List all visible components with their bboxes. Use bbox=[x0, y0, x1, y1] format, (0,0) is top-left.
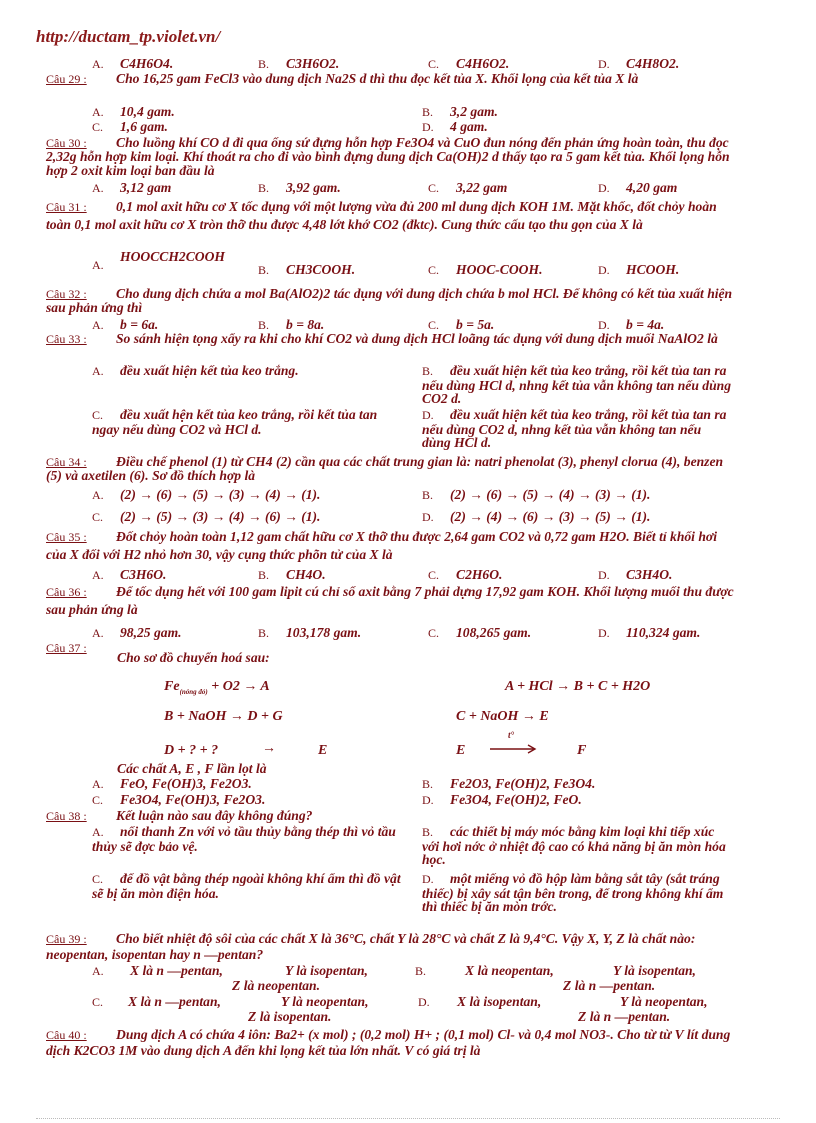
question-number: Câu 38 : bbox=[46, 809, 87, 823]
question-37-number bbox=[46, 641, 116, 655]
option-text: HOOCCH2COOH bbox=[120, 249, 225, 264]
q39-a-z: Z là neopentan. bbox=[232, 978, 320, 993]
option-label: B. bbox=[415, 964, 427, 978]
q39-b-y: Y là isopentan, bbox=[613, 963, 696, 978]
q35-option-a bbox=[92, 568, 166, 582]
option-label: D. bbox=[598, 57, 610, 71]
option-text: C4H6O2. bbox=[456, 56, 510, 71]
option-label: B. bbox=[258, 568, 270, 582]
option-text: 3,12 gam bbox=[120, 180, 172, 195]
option-text: đều xuất hiện kết tủa keo trắng, rồi kết tủa tan ra nếu dùng CO2 d, nhng kết tủa vẫn không tan nếu dùng HCl d. bbox=[422, 407, 727, 450]
q37-option-c bbox=[92, 793, 265, 807]
page-divider bbox=[36, 1118, 780, 1119]
equation-3: B + NaOH → D + G bbox=[164, 709, 283, 724]
q28-option-c bbox=[428, 57, 509, 71]
q31-option-a bbox=[92, 249, 225, 272]
question-text: Cho 16,25 gam FeCl3 vào dung dịch Na2S d thì thu đọc kết tủa X. Khối lọng của kết tủa X là bbox=[116, 71, 639, 86]
option-label: C. bbox=[92, 872, 104, 886]
q34-option-b bbox=[422, 488, 650, 502]
q38-option-a bbox=[92, 825, 402, 853]
q32-option-d bbox=[598, 318, 664, 332]
question-34 bbox=[46, 455, 736, 483]
q29-option-c bbox=[92, 120, 168, 134]
q36-option-d bbox=[598, 626, 700, 640]
option-text: (2) → (4) → (6) → (3) → (5) → (1). bbox=[450, 509, 651, 524]
q31-option-b bbox=[258, 263, 355, 277]
option-text: b = 8a. bbox=[286, 317, 325, 332]
q39-d-z: Z là n —pentan. bbox=[578, 1009, 671, 1024]
question-37-tail: Các chất A, E , F lần lọt là bbox=[117, 761, 267, 776]
q39-a-x: X là n —pentan, bbox=[130, 963, 223, 978]
question-text: Cho luồng khí CO d đi qua ống sứ đựng hỗn hợp Fe3O4 và CuO đun nóng đến phản ứng hoàn toàn, thu đọc 2,32g hỗn hợp kim loại. Khí thoát ra cho đi vào bình đựng dung dịch Ca(OH)2 d thấy tạo ra 5 gam kết tủa. Khối lọng hỗn hợp 2 oxit kim loại ban đầu là bbox=[46, 135, 730, 178]
q39-b-z: Z là n —pentan. bbox=[563, 978, 656, 993]
question-40 bbox=[46, 1027, 736, 1058]
question-number: Câu 37 : bbox=[46, 641, 87, 655]
question-32 bbox=[46, 287, 736, 315]
question-text: So sánh hiện tọng xẩy ra khi cho khí CO2 và dung dịch HCl loãng tác dụng với dung dịch muối NaAlO2 là bbox=[116, 331, 718, 346]
option-label: A. bbox=[92, 258, 104, 272]
q29-option-d bbox=[422, 120, 488, 134]
option-text: (2) → (6) → (5) → (4) → (3) → (1). bbox=[450, 487, 651, 502]
q39-option-d bbox=[418, 995, 446, 1009]
option-label: A. bbox=[92, 825, 104, 839]
q32-option-c bbox=[428, 318, 494, 332]
option-text: Fe3O4, Fe(OH)2, FeO. bbox=[450, 792, 582, 807]
question-text: Cho dung dịch chứa a mol Ba(AlO2)2 tác dụng với dung dịch chứa b mol HCl. Để không có kết tủa xuất hiện sau phản ứng thì bbox=[46, 286, 733, 315]
option-text: b = 5a. bbox=[456, 317, 495, 332]
question-33 bbox=[46, 332, 736, 346]
option-text: 98,25 gam. bbox=[120, 625, 182, 640]
option-label: C. bbox=[92, 408, 104, 422]
q28-option-a bbox=[92, 57, 173, 71]
q36-option-a bbox=[92, 626, 182, 640]
question-text: Cho biết nhiệt độ sôi của các chất X là 36°C, chất Y là 28°C và chất Z là 9,4°C. Vậy X, Y, Z là chất nào: neopentan, isopentan hay n —pentan? bbox=[46, 931, 696, 962]
equation-6-right: F bbox=[577, 743, 587, 758]
option-text: 103,178 gam. bbox=[286, 625, 362, 640]
option-text: C3H4O. bbox=[626, 567, 673, 582]
option-label: C. bbox=[428, 181, 440, 195]
q29-option-b bbox=[422, 105, 498, 119]
equation-2: A + HCl → B + C + H2O bbox=[505, 679, 651, 694]
question-text: Đốt chỏy hoàn toàn 1,12 gam chất hữu cơ X thỡ thu được 2,64 gam CO2 và 0,72 gam H2O. Biết tỉ khối hơi của X đối với H2 nhỏ hơn 30, vậy cụng thức phõn tử của X là bbox=[46, 529, 717, 562]
eq-reactant: Fe bbox=[164, 679, 180, 694]
question-37-text: Cho sơ đồ chuyển hoá sau: bbox=[117, 650, 270, 665]
q37-option-a bbox=[92, 777, 252, 791]
q34-option-a bbox=[92, 488, 320, 502]
option-label: A. bbox=[92, 57, 104, 71]
option-text: đều xuất hiện kết tủa keo trắng. bbox=[120, 363, 299, 378]
option-label: C. bbox=[428, 57, 440, 71]
q38-option-d bbox=[422, 872, 732, 914]
option-label: A. bbox=[92, 777, 104, 791]
option-label: A. bbox=[92, 964, 104, 978]
option-text: các thiết bị máy móc bằng kim loại khi tiếp xúc với hơi nớc ở nhiệt độ cao có khả năng bị ăn mòn hóa học. bbox=[422, 824, 726, 867]
option-text: (2) → (6) → (5) → (3) → (4) → (1). bbox=[120, 487, 321, 502]
option-text: 108,265 gam. bbox=[456, 625, 532, 640]
option-label: D. bbox=[422, 872, 434, 886]
option-label: A. bbox=[92, 364, 104, 378]
q28-option-d bbox=[598, 57, 679, 71]
option-label: C. bbox=[428, 568, 440, 582]
option-text: (2) → (5) → (3) → (4) → (6) → (1). bbox=[120, 509, 321, 524]
option-text: 3,22 gam bbox=[456, 180, 508, 195]
option-label: B. bbox=[258, 263, 270, 277]
option-label: D. bbox=[418, 995, 430, 1009]
q33-option-d bbox=[422, 408, 732, 450]
equation-6-left: E bbox=[456, 743, 466, 758]
question-30 bbox=[46, 136, 736, 178]
option-label: D. bbox=[422, 510, 434, 524]
question-number: Câu 39 : bbox=[46, 932, 87, 946]
option-label: D. bbox=[422, 120, 434, 134]
question-number: Câu 29 : bbox=[46, 72, 87, 86]
question-number: Câu 34 : bbox=[46, 455, 87, 469]
option-label: B. bbox=[422, 777, 434, 791]
option-label: C. bbox=[92, 995, 104, 1009]
q36-option-b bbox=[258, 626, 361, 640]
long-arrow-icon bbox=[488, 738, 540, 754]
q33-option-b bbox=[422, 364, 732, 406]
option-text: 4 gam. bbox=[450, 119, 488, 134]
option-label: D. bbox=[598, 568, 610, 582]
eq-rest: + O2 → A bbox=[211, 679, 270, 694]
option-text: C3H6O. bbox=[120, 567, 167, 582]
q39-b-x: X là neopentan, bbox=[465, 963, 554, 978]
option-text: b = 4a. bbox=[626, 317, 665, 332]
question-number: Câu 36 : bbox=[46, 585, 87, 599]
option-text: C3H6O2. bbox=[286, 56, 340, 71]
q30-option-b bbox=[258, 181, 341, 195]
q39-c-y: Y là neopentan, bbox=[281, 994, 369, 1009]
option-text: 1,6 gam. bbox=[120, 119, 168, 134]
option-label: A. bbox=[92, 488, 104, 502]
option-label: A. bbox=[92, 105, 104, 119]
option-label: B. bbox=[422, 105, 434, 119]
option-label: A. bbox=[92, 181, 104, 195]
option-label: D. bbox=[598, 626, 610, 640]
option-label: D. bbox=[598, 318, 610, 332]
option-label: B. bbox=[258, 318, 270, 332]
q33-option-c bbox=[92, 408, 402, 436]
option-text: C2H6O. bbox=[456, 567, 503, 582]
question-text: 0,1 mol axit hữu cơ X tốc dụng với một lượng vừa đủ 200 ml dung dịch KOH 1M. Mặt khốc, đốt chỏy hoàn toàn 0,1 mol axit hữu cơ X tròn thỡ thu được 4,48 lớt khớ CO2 (đktc). Cung thức cấu tạo thu gọn của X là bbox=[46, 199, 717, 232]
equation-1 bbox=[164, 679, 270, 696]
option-label: D. bbox=[598, 181, 610, 195]
option-text: 10,4 gam. bbox=[120, 104, 175, 119]
q38-option-c bbox=[92, 872, 402, 900]
option-label: C. bbox=[428, 318, 440, 332]
question-38 bbox=[46, 809, 736, 823]
option-label: C. bbox=[428, 263, 440, 277]
q39-d-y: Y là neopentan, bbox=[620, 994, 708, 1009]
question-35 bbox=[46, 528, 736, 564]
q35-option-c bbox=[428, 568, 502, 582]
option-label: B. bbox=[258, 57, 270, 71]
q32-option-b bbox=[258, 318, 324, 332]
q38-option-b bbox=[422, 825, 732, 867]
option-text: CH3COOH. bbox=[286, 262, 356, 277]
q39-c-z: Z là isopentan. bbox=[248, 1009, 332, 1024]
option-label: D. bbox=[422, 408, 434, 422]
option-label: C. bbox=[428, 626, 440, 640]
option-label: C. bbox=[92, 510, 104, 524]
question-number: Câu 33 : bbox=[46, 332, 87, 346]
q28-option-b bbox=[258, 57, 339, 71]
q32-option-a bbox=[92, 318, 158, 332]
question-31 bbox=[46, 198, 736, 234]
q34-option-d bbox=[422, 510, 650, 524]
q39-option-c bbox=[92, 995, 120, 1009]
q39-c-x: X là n —pentan, bbox=[128, 994, 221, 1009]
option-text: HCOOH. bbox=[626, 262, 680, 277]
q30-option-d bbox=[598, 181, 677, 195]
option-label: B. bbox=[422, 825, 434, 839]
option-label: C. bbox=[92, 793, 104, 807]
q35-option-b bbox=[258, 568, 326, 582]
option-text: FeO, Fe(OH)3, Fe2O3. bbox=[120, 776, 252, 791]
option-text: C4H6O4. bbox=[120, 56, 174, 71]
site-url[interactable]: http://ductam_tp.violet.vn/ bbox=[36, 27, 221, 46]
option-label: B. bbox=[422, 488, 434, 502]
eq-condition: (nóng đỏ) bbox=[179, 687, 208, 696]
q33-option-a bbox=[92, 364, 392, 379]
question-text: Để tốc dụng hết với 100 gam lipit cú chỉ số axit bằng 7 phải dựng 17,92 gam KOH. Khối lượng muối thu được sau phản ứng là bbox=[46, 584, 734, 617]
option-label: A. bbox=[92, 626, 104, 640]
q39-option-a bbox=[92, 964, 120, 978]
question-number: Câu 31 : bbox=[46, 200, 87, 214]
option-text: HOOC-COOH. bbox=[456, 262, 543, 277]
option-text: Fe3O4, Fe(OH)3, Fe2O3. bbox=[120, 792, 266, 807]
option-text: để đồ vật bằng thép ngoài không khí ẩm thì đồ vật sẽ bị ăn mòn điện hóa. bbox=[92, 871, 401, 901]
option-label: B. bbox=[258, 626, 270, 640]
option-label: D. bbox=[598, 263, 610, 277]
option-text: b = 6a. bbox=[120, 317, 159, 332]
q39-a-y: Y là isopentan, bbox=[285, 963, 368, 978]
question-text: Dung dịch A có chứa 4 iôn: Ba2+ (x mol) ; (0,2 mol) H+ ; (0,1 mol) Cl- và 0,4 mol NO3-. Cho từ từ V lít dung dịch K2CO3 1M vào dung dịch A đến khi lọng kết tủa lớn nhất. V có giá trị là bbox=[46, 1027, 731, 1058]
question-number: Câu 35 : bbox=[46, 530, 87, 544]
question-number: Câu 32 : bbox=[46, 287, 87, 301]
q39-option-b bbox=[415, 964, 443, 978]
q36-option-c bbox=[428, 626, 531, 640]
equation-5-left: D + ? + ? bbox=[164, 743, 219, 758]
question-36 bbox=[46, 583, 736, 619]
option-label: C. bbox=[92, 120, 104, 134]
question-39 bbox=[46, 931, 736, 962]
option-label: A. bbox=[92, 318, 104, 332]
option-text: 4,20 gam bbox=[626, 180, 678, 195]
option-text: nối thanh Zn với vỏ tầu thủy bằng thép thì vỏ tầu thủy sẽ đợc bảo vệ. bbox=[92, 824, 396, 854]
question-text: Điều chế phenol (1) từ CH4 (2) cần qua các chất trung gian là: natri phenolat (3), phenyl clorua (4), benzen (5) và axetilen (6). Sơ đồ thích hợp là bbox=[46, 454, 724, 483]
arrow-icon: → bbox=[262, 741, 276, 756]
option-label: B. bbox=[422, 364, 434, 378]
option-text: một miếng vỏ đồ hộp làm bằng sắt tây (sắt tráng thiếc) bị xây sát tận bên trong, để trong không khí ẩm thì thiếc bị ăn mòn trớc. bbox=[422, 871, 724, 914]
question-number: Câu 40 : bbox=[46, 1028, 87, 1042]
option-label: D. bbox=[422, 793, 434, 807]
q31-option-d bbox=[598, 263, 679, 277]
question-number: Câu 30 : bbox=[46, 136, 87, 150]
option-text: đều xuất hện kết tủa keo trắng, rồi kết tủa tan ngay nếu dùng CO2 và HCl d. bbox=[92, 407, 378, 437]
equation-4: C + NaOH → E bbox=[456, 709, 549, 724]
option-text: Fe2O3, Fe(OH)2, Fe3O4. bbox=[450, 776, 596, 791]
equation-5-right: E bbox=[318, 743, 328, 758]
q37-option-d bbox=[422, 793, 582, 807]
question-text: Kết luận nào sau đây không đúng? bbox=[116, 808, 313, 823]
option-text: CH4O. bbox=[286, 567, 326, 582]
q37-option-b bbox=[422, 777, 595, 791]
option-text: đều xuất hiện kết tủa keo trắng, rồi kết tủa tan ra nếu dùng HCl d, nhng kết tủa vẫn không tan nếu dùng CO2 d. bbox=[422, 363, 731, 406]
equation-6-condition: t° bbox=[508, 730, 515, 740]
q29-option-a bbox=[92, 105, 175, 119]
option-text: C4H8O2. bbox=[626, 56, 680, 71]
option-text: 3,92 gam. bbox=[286, 180, 341, 195]
question-29 bbox=[46, 72, 736, 86]
q34-option-c bbox=[92, 510, 320, 524]
q35-option-d bbox=[598, 568, 672, 582]
option-text: 110,324 gam. bbox=[626, 625, 701, 640]
q31-option-c bbox=[428, 263, 542, 277]
option-label: B. bbox=[258, 181, 270, 195]
option-text: 3,2 gam. bbox=[450, 104, 498, 119]
q30-option-c bbox=[428, 181, 507, 195]
q30-option-a bbox=[92, 181, 171, 195]
q39-d-x: X là isopentan, bbox=[457, 994, 542, 1009]
option-label: A. bbox=[92, 568, 104, 582]
